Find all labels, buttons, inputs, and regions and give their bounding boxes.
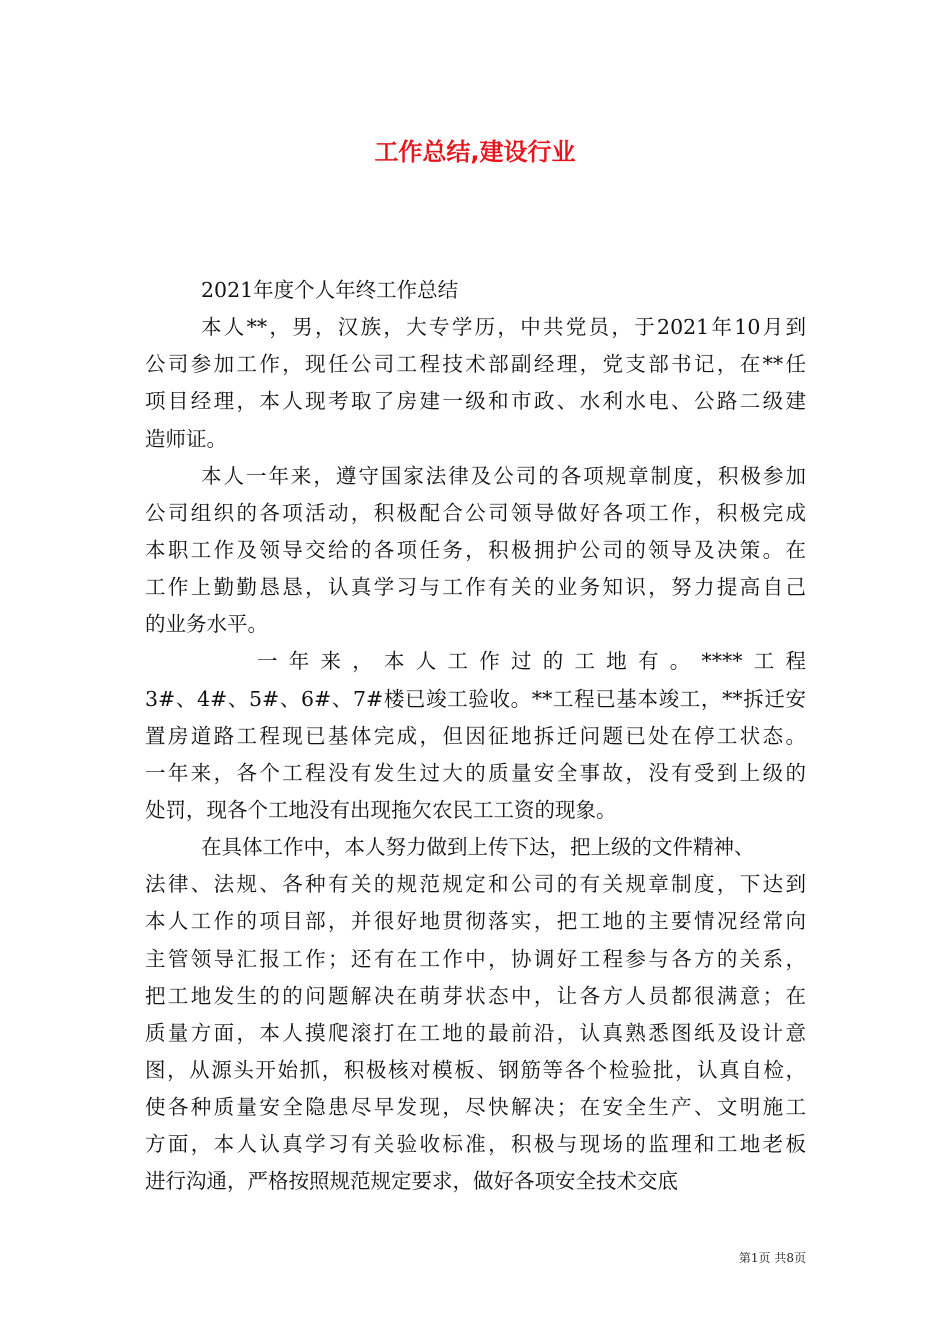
paragraph-line: 使各种质量安全隐患尽早发现，尽快解决；在安全生产、文明施工: [145, 1095, 806, 1120]
paragraph-line: 质量方面，本人摸爬滚打在工地的最前沿，认真熟悉图纸及设计意: [145, 1020, 806, 1045]
paragraph-line: 置房道路工程现已基体完成，但因征地拆迁问题已处在停工状态。: [145, 723, 806, 748]
paragraph-line: 一年来，本人工作过的工地有。****工程: [257, 649, 806, 674]
paragraph-line: 图，从源头开始抓，积极核对模板、钢筋等各个检验批，认真自检，: [145, 1057, 806, 1082]
paragraph-line: 3#、4#、5#、6#、7#楼已竣工验收。**工程已基本竣工，**拆迁安: [145, 686, 806, 711]
paragraph-line: 方面，本人认真学习有关验收标准，积极与现场的监理和工地老板: [145, 1132, 806, 1157]
page-number: 第1页 共8页: [738, 1251, 806, 1265]
paragraph-line: 项目经理，本人现考取了房建一级和市政、水利水电、公路二级建: [145, 389, 806, 414]
paragraph-line: 造师证。: [145, 426, 227, 451]
paragraph-line: 本人一年来，遵守国家法律及公司的各项规章制度，积极参加: [201, 463, 806, 488]
paragraph-line: 把工地发生的的问题解决在萌芽状态中，让各方人员都很满意；在: [145, 983, 806, 1008]
paragraph-line: 工作上勤勤恳恳，认真学习与工作有关的业务知识，努力提高自己: [145, 575, 806, 600]
document-body: [145, 272, 806, 1201]
paragraph-line: 法律、法规、各种有关的规范规定和公司的有关规章制度，下达到: [145, 872, 806, 897]
paragraph-line: 进行沟通，严格按照规范规定要求，做好各项安全技术交底: [145, 1169, 678, 1194]
paragraph-line: 的业务水平。: [145, 612, 268, 637]
paragraph-line: 本人**，男，汉族，大专学历，中共党员，于2021年10月到: [201, 315, 806, 340]
paragraph-line: 公司组织的各项活动，积极配合公司领导做好各项工作，积极完成: [145, 500, 806, 525]
paragraph-line: 公司参加工作，现任公司工程技术部副经理，党支部书记，在**任: [145, 352, 806, 377]
paragraph-line: 在具体工作中，本人努力做到上传下达，把上级的文件精神、: [201, 835, 755, 860]
paragraph-line: 主管领导汇报工作；还有在工作中，协调好工程参与各方的关系，: [145, 946, 806, 971]
paragraph-line: 处罚，现各个工地没有出现拖欠农民工工资的现象。: [145, 797, 617, 822]
paragraph-line: 本职工作及领导交给的各项任务，积极拥护公司的领导及决策。在: [145, 537, 806, 562]
document-title: 工作总结,建设行业: [374, 138, 576, 166]
paragraph-line: 一年来，各个工程没有发生过大的质量安全事故，没有受到上级的: [145, 760, 806, 785]
paragraph-line: 2021年度个人年终工作总结: [201, 278, 459, 302]
paragraph-line: 本人工作的项目部，并很好地贯彻落实，把工地的主要情况经常向: [145, 909, 806, 934]
